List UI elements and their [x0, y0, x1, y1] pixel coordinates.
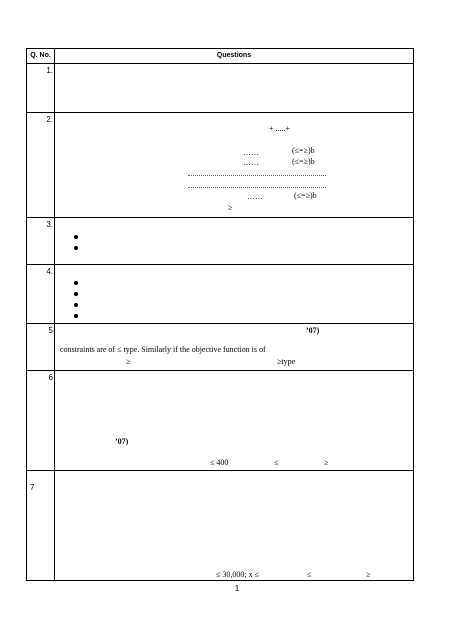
- question-number: 7: [30, 483, 35, 492]
- bullet: [74, 314, 78, 318]
- dotted-line: [188, 175, 326, 176]
- header-qno: Q. No.: [30, 52, 51, 59]
- question-text: ≤ 400: [210, 458, 229, 467]
- question-number: 2.: [46, 115, 53, 124]
- question-row-3: [27, 218, 413, 265]
- question-text: (≤=≥)b: [292, 157, 315, 166]
- question-text: ≥: [126, 357, 131, 366]
- question-row-7: [27, 471, 413, 582]
- question-text: + .....+: [269, 124, 291, 133]
- question-text: ≥: [228, 203, 233, 212]
- question-text: ≥type: [277, 357, 296, 366]
- bullet: [74, 246, 78, 250]
- question-text: (≤=≥)b: [292, 146, 315, 155]
- question-row-2: [27, 113, 413, 218]
- questions-table: [26, 48, 414, 581]
- question-row-6: [27, 371, 413, 471]
- question-text: (≤=≥)b: [294, 191, 317, 200]
- question-row-1: [27, 64, 413, 113]
- question-text: ’07): [306, 326, 320, 335]
- question-text: ≥: [366, 570, 371, 579]
- question-text: ≤: [274, 458, 279, 467]
- question-number: 6: [48, 373, 53, 382]
- question-text: ≥: [324, 458, 329, 467]
- question-number: 5: [48, 326, 53, 335]
- question-text: constraints are of ≤ type. Similarly if the objective function is of: [60, 345, 266, 354]
- question-number: 1.: [46, 66, 53, 75]
- bullet: [74, 281, 78, 285]
- question-number: 4.: [46, 267, 53, 276]
- question-text: ≤: [307, 570, 312, 579]
- bullet: [74, 303, 78, 307]
- question-text: ……: [247, 192, 263, 201]
- bullet: [74, 292, 78, 296]
- question-row-5: [27, 324, 413, 371]
- question-text: ≤ 30,000; x ≤: [216, 570, 260, 579]
- dotted-line: [188, 187, 326, 188]
- question-text: ……: [243, 148, 259, 157]
- bullet: [74, 235, 78, 239]
- question-text: ’07): [115, 437, 129, 446]
- question-row-4: [27, 265, 413, 324]
- page-number: 1: [234, 584, 240, 593]
- header-questions: Questions: [216, 52, 252, 59]
- question-text: ……: [243, 158, 259, 167]
- question-number: 3.: [46, 220, 53, 229]
- table-header: [27, 49, 413, 64]
